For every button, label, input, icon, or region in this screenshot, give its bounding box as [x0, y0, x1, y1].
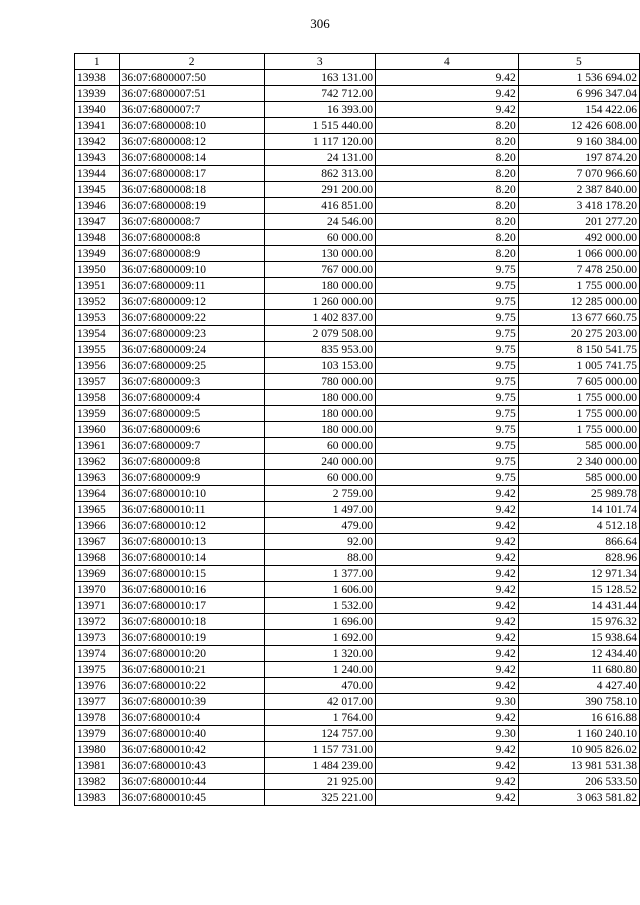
cadastral-number-cell: 36:07:6800010:44	[119, 774, 264, 790]
area-cell: 180 000.00	[264, 422, 375, 438]
value-cell: 25 989.78	[518, 486, 639, 502]
table-row	[75, 246, 640, 262]
value-cell: 13 981 531.38	[518, 758, 639, 774]
rate-cell: 9.42	[375, 710, 518, 726]
row-number-cell: 13973	[75, 630, 120, 646]
table-row	[75, 678, 640, 694]
cadastral-number-cell: 36:07:6800009:24	[119, 342, 264, 358]
value-cell: 15 976.32	[518, 614, 639, 630]
rate-cell: 9.42	[375, 630, 518, 646]
value-cell: 9 160 384.00	[518, 134, 639, 150]
row-number-cell: 13979	[75, 726, 120, 742]
table-row	[75, 166, 640, 182]
row-number-cell: 13964	[75, 486, 120, 502]
area-cell: 1 606.00	[264, 582, 375, 598]
row-number-cell: 13942	[75, 134, 120, 150]
row-number-cell: 13953	[75, 310, 120, 326]
table-row	[75, 262, 640, 278]
table-row	[75, 294, 640, 310]
row-number-cell: 13970	[75, 582, 120, 598]
cadastral-number-cell: 36:07:6800008:12	[119, 134, 264, 150]
area-cell: 1 402 837.00	[264, 310, 375, 326]
row-number-cell: 13976	[75, 678, 120, 694]
cadastral-number-cell: 36:07:6800007:7	[119, 102, 264, 118]
cadastral-number-cell: 36:07:6800009:11	[119, 278, 264, 294]
area-cell: 88.00	[264, 550, 375, 566]
table-row	[75, 118, 640, 134]
table-row	[75, 534, 640, 550]
area-cell: 1 484 239.00	[264, 758, 375, 774]
row-number-cell: 13950	[75, 262, 120, 278]
value-cell: 197 874.20	[518, 150, 639, 166]
table-row	[75, 390, 640, 406]
rate-cell: 9.42	[375, 486, 518, 502]
area-cell: 1 377.00	[264, 566, 375, 582]
rate-cell: 9.42	[375, 742, 518, 758]
area-cell: 92.00	[264, 534, 375, 550]
area-cell: 1 320.00	[264, 646, 375, 662]
cadastral-number-cell: 36:07:6800009:22	[119, 310, 264, 326]
cadastral-number-cell: 36:07:6800010:10	[119, 486, 264, 502]
rate-cell: 8.20	[375, 198, 518, 214]
area-cell: 130 000.00	[264, 246, 375, 262]
column-header-2: 2	[119, 54, 264, 70]
table-row	[75, 70, 640, 86]
value-cell: 11 680.80	[518, 662, 639, 678]
row-number-cell: 13962	[75, 454, 120, 470]
area-cell: 416 851.00	[264, 198, 375, 214]
cadastral-number-cell: 36:07:6800008:10	[119, 118, 264, 134]
area-cell: 1 260 000.00	[264, 294, 375, 310]
cadastral-number-cell: 36:07:6800007:50	[119, 70, 264, 86]
rate-cell: 8.20	[375, 118, 518, 134]
cadastral-number-cell: 36:07:6800010:42	[119, 742, 264, 758]
row-number-cell: 13945	[75, 182, 120, 198]
cadastral-number-cell: 36:07:6800010:16	[119, 582, 264, 598]
table-row	[75, 550, 640, 566]
row-number-cell: 13958	[75, 390, 120, 406]
cadastral-number-cell: 36:07:6800010:17	[119, 598, 264, 614]
table-row	[75, 470, 640, 486]
cadastral-number-cell: 36:07:6800010:20	[119, 646, 264, 662]
value-cell: 866.64	[518, 534, 639, 550]
rate-cell: 9.42	[375, 518, 518, 534]
value-cell: 7 478 250.00	[518, 262, 639, 278]
table-row	[75, 614, 640, 630]
cadastral-number-cell: 36:07:6800010:13	[119, 534, 264, 550]
area-cell: 1 240.00	[264, 662, 375, 678]
cadastral-number-cell: 36:07:6800009:8	[119, 454, 264, 470]
value-cell: 16 616.88	[518, 710, 639, 726]
rate-cell: 9.75	[375, 326, 518, 342]
area-cell: 835 953.00	[264, 342, 375, 358]
row-number-cell: 13966	[75, 518, 120, 534]
area-cell: 2 079 508.00	[264, 326, 375, 342]
value-cell: 7 605 000.00	[518, 374, 639, 390]
rate-cell: 8.20	[375, 150, 518, 166]
value-cell: 12 285 000.00	[518, 294, 639, 310]
table-row	[75, 342, 640, 358]
rate-cell: 9.42	[375, 582, 518, 598]
rate-cell: 9.75	[375, 470, 518, 486]
column-header-1: 1	[75, 54, 120, 70]
rate-cell: 9.42	[375, 790, 518, 806]
rate-cell: 8.20	[375, 166, 518, 182]
value-cell: 206 533.50	[518, 774, 639, 790]
area-cell: 780 000.00	[264, 374, 375, 390]
table-row	[75, 358, 640, 374]
cadastral-number-cell: 36:07:6800010:39	[119, 694, 264, 710]
value-cell: 390 758.10	[518, 694, 639, 710]
cadastral-number-cell: 36:07:6800008:14	[119, 150, 264, 166]
cadastral-number-cell: 36:07:6800009:23	[119, 326, 264, 342]
area-cell: 60 000.00	[264, 438, 375, 454]
value-cell: 3 063 581.82	[518, 790, 639, 806]
area-cell: 1 532.00	[264, 598, 375, 614]
rate-cell: 9.42	[375, 774, 518, 790]
row-number-cell: 13947	[75, 214, 120, 230]
value-cell: 6 996 347.04	[518, 86, 639, 102]
area-cell: 1 696.00	[264, 614, 375, 630]
cadastral-number-cell: 36:07:6800010:12	[119, 518, 264, 534]
table-row	[75, 630, 640, 646]
cadastral-number-cell: 36:07:6800009:9	[119, 470, 264, 486]
cadastral-number-cell: 36:07:6800009:10	[119, 262, 264, 278]
value-cell: 13 677 660.75	[518, 310, 639, 326]
area-cell: 1 515 440.00	[264, 118, 375, 134]
row-number-cell: 13959	[75, 406, 120, 422]
table-header-row	[75, 54, 640, 70]
row-number-cell: 13960	[75, 422, 120, 438]
area-cell: 325 221.00	[264, 790, 375, 806]
row-number-cell: 13977	[75, 694, 120, 710]
cadastral-number-cell: 36:07:6800009:6	[119, 422, 264, 438]
rate-cell: 9.42	[375, 646, 518, 662]
cadastral-number-cell: 36:07:6800009:25	[119, 358, 264, 374]
value-cell: 15 128.52	[518, 582, 639, 598]
value-cell: 14 101.74	[518, 502, 639, 518]
table-row	[75, 326, 640, 342]
rate-cell: 8.20	[375, 134, 518, 150]
value-cell: 1 536 694.02	[518, 70, 639, 86]
rate-cell: 9.42	[375, 550, 518, 566]
rate-cell: 9.42	[375, 678, 518, 694]
value-cell: 492 000.00	[518, 230, 639, 246]
value-cell: 585 000.00	[518, 438, 639, 454]
table-row	[75, 214, 640, 230]
rate-cell: 9.75	[375, 310, 518, 326]
table-row	[75, 230, 640, 246]
row-number-cell: 13951	[75, 278, 120, 294]
rate-cell: 9.42	[375, 566, 518, 582]
row-number-cell: 13955	[75, 342, 120, 358]
row-number-cell: 13940	[75, 102, 120, 118]
rate-cell: 9.75	[375, 278, 518, 294]
cadastral-number-cell: 36:07:6800010:21	[119, 662, 264, 678]
rate-cell: 9.75	[375, 358, 518, 374]
rate-cell: 9.42	[375, 758, 518, 774]
value-cell: 4 512.18	[518, 518, 639, 534]
rate-cell: 9.75	[375, 422, 518, 438]
column-header-4: 4	[375, 54, 518, 70]
table-row	[75, 726, 640, 742]
row-number-cell: 13961	[75, 438, 120, 454]
rate-cell: 9.75	[375, 454, 518, 470]
row-number-cell: 13957	[75, 374, 120, 390]
value-cell: 201 277.20	[518, 214, 639, 230]
value-cell: 15 938.64	[518, 630, 639, 646]
table-row	[75, 422, 640, 438]
rate-cell: 9.30	[375, 726, 518, 742]
value-cell: 1 755 000.00	[518, 406, 639, 422]
value-cell: 2 340 000.00	[518, 454, 639, 470]
area-cell: 862 313.00	[264, 166, 375, 182]
table-row	[75, 774, 640, 790]
row-number-cell: 13943	[75, 150, 120, 166]
row-number-cell: 13952	[75, 294, 120, 310]
value-cell: 828.96	[518, 550, 639, 566]
cadastral-number-cell: 36:07:6800009:12	[119, 294, 264, 310]
cadastral-number-cell: 36:07:6800008:19	[119, 198, 264, 214]
cadastral-number-cell: 36:07:6800009:5	[119, 406, 264, 422]
area-cell: 1 764.00	[264, 710, 375, 726]
area-cell: 291 200.00	[264, 182, 375, 198]
table-row	[75, 438, 640, 454]
rate-cell: 9.42	[375, 614, 518, 630]
cadastral-number-cell: 36:07:6800010:14	[119, 550, 264, 566]
table-row	[75, 694, 640, 710]
rate-cell: 9.42	[375, 502, 518, 518]
rate-cell: 9.42	[375, 598, 518, 614]
rate-cell: 8.20	[375, 182, 518, 198]
rate-cell: 9.42	[375, 534, 518, 550]
data-table	[74, 53, 640, 806]
rate-cell: 9.42	[375, 70, 518, 86]
area-cell: 180 000.00	[264, 406, 375, 422]
row-number-cell: 13969	[75, 566, 120, 582]
rate-cell: 9.42	[375, 86, 518, 102]
table-row	[75, 518, 640, 534]
row-number-cell: 13972	[75, 614, 120, 630]
cadastral-number-cell: 36:07:6800010:4	[119, 710, 264, 726]
cadastral-number-cell: 36:07:6800010:19	[119, 630, 264, 646]
rate-cell: 9.42	[375, 102, 518, 118]
table-row	[75, 102, 640, 118]
value-cell: 4 427.40	[518, 678, 639, 694]
table-row	[75, 662, 640, 678]
area-cell: 60 000.00	[264, 470, 375, 486]
row-number-cell: 13944	[75, 166, 120, 182]
row-number-cell: 13981	[75, 758, 120, 774]
area-cell: 21 925.00	[264, 774, 375, 790]
page-number: 306	[310, 16, 330, 31]
rate-cell: 8.20	[375, 246, 518, 262]
value-cell: 1 005 741.75	[518, 358, 639, 374]
table-row	[75, 486, 640, 502]
row-number-cell: 13938	[75, 70, 120, 86]
rate-cell: 9.75	[375, 374, 518, 390]
cadastral-number-cell: 36:07:6800010:45	[119, 790, 264, 806]
cadastral-number-cell: 36:07:6800010:43	[119, 758, 264, 774]
cadastral-number-cell: 36:07:6800009:3	[119, 374, 264, 390]
cadastral-number-cell: 36:07:6800007:51	[119, 86, 264, 102]
table-row	[75, 566, 640, 582]
table-row	[75, 198, 640, 214]
table-row	[75, 374, 640, 390]
rate-cell: 8.20	[375, 214, 518, 230]
table-row	[75, 758, 640, 774]
rate-cell: 9.75	[375, 294, 518, 310]
table-row	[75, 134, 640, 150]
area-cell: 1 497.00	[264, 502, 375, 518]
row-number-cell: 13949	[75, 246, 120, 262]
value-cell: 2 387 840.00	[518, 182, 639, 198]
table-row	[75, 406, 640, 422]
rate-cell: 9.75	[375, 406, 518, 422]
area-cell: 124 757.00	[264, 726, 375, 742]
cadastral-number-cell: 36:07:6800010:22	[119, 678, 264, 694]
row-number-cell: 13946	[75, 198, 120, 214]
table-row	[75, 86, 640, 102]
table-row	[75, 502, 640, 518]
area-cell: 742 712.00	[264, 86, 375, 102]
cadastral-number-cell: 36:07:6800010:11	[119, 502, 264, 518]
rate-cell: 8.20	[375, 230, 518, 246]
cadastral-number-cell: 36:07:6800009:4	[119, 390, 264, 406]
cadastral-number-cell: 36:07:6800008:18	[119, 182, 264, 198]
row-number-cell: 13967	[75, 534, 120, 550]
row-number-cell: 13974	[75, 646, 120, 662]
rate-cell: 9.30	[375, 694, 518, 710]
row-number-cell: 13954	[75, 326, 120, 342]
cadastral-number-cell: 36:07:6800010:15	[119, 566, 264, 582]
row-number-cell: 13968	[75, 550, 120, 566]
value-cell: 12 971.34	[518, 566, 639, 582]
area-cell: 1 117 120.00	[264, 134, 375, 150]
table-row	[75, 646, 640, 662]
table-row	[75, 278, 640, 294]
row-number-cell: 13939	[75, 86, 120, 102]
area-cell: 1 157 731.00	[264, 742, 375, 758]
rate-cell: 9.42	[375, 662, 518, 678]
area-cell: 479.00	[264, 518, 375, 534]
area-cell: 16 393.00	[264, 102, 375, 118]
table-row	[75, 598, 640, 614]
cadastral-number-cell: 36:07:6800008:8	[119, 230, 264, 246]
rate-cell: 9.75	[375, 390, 518, 406]
area-cell: 42 017.00	[264, 694, 375, 710]
row-number-cell: 13956	[75, 358, 120, 374]
cadastral-number-cell: 36:07:6800008:17	[119, 166, 264, 182]
cadastral-number-cell: 36:07:6800009:7	[119, 438, 264, 454]
table-body	[75, 70, 640, 806]
table-row	[75, 710, 640, 726]
value-cell: 585 000.00	[518, 470, 639, 486]
table-row	[75, 790, 640, 806]
value-cell: 1 755 000.00	[518, 390, 639, 406]
value-cell: 1 066 000.00	[518, 246, 639, 262]
value-cell: 12 426 608.00	[518, 118, 639, 134]
table-row	[75, 582, 640, 598]
row-number-cell: 13941	[75, 118, 120, 134]
cadastral-number-cell: 36:07:6800010:18	[119, 614, 264, 630]
value-cell: 12 434.40	[518, 646, 639, 662]
value-cell: 20 275 203.00	[518, 326, 639, 342]
area-cell: 24 546.00	[264, 214, 375, 230]
column-header-5: 5	[518, 54, 639, 70]
cadastral-number-cell: 36:07:6800008:9	[119, 246, 264, 262]
area-cell: 103 153.00	[264, 358, 375, 374]
value-cell: 14 431.44	[518, 598, 639, 614]
area-cell: 163 131.00	[264, 70, 375, 86]
cadastral-number-cell: 36:07:6800008:7	[119, 214, 264, 230]
value-cell: 1 160 240.10	[518, 726, 639, 742]
row-number-cell: 13965	[75, 502, 120, 518]
area-cell: 240 000.00	[264, 454, 375, 470]
table-row	[75, 310, 640, 326]
row-number-cell: 13975	[75, 662, 120, 678]
area-cell: 60 000.00	[264, 230, 375, 246]
rate-cell: 9.75	[375, 438, 518, 454]
area-cell: 470.00	[264, 678, 375, 694]
rate-cell: 9.75	[375, 342, 518, 358]
value-cell: 1 755 000.00	[518, 422, 639, 438]
area-cell: 1 692.00	[264, 630, 375, 646]
value-cell: 10 905 826.02	[518, 742, 639, 758]
table-row	[75, 742, 640, 758]
row-number-cell: 13982	[75, 774, 120, 790]
rate-cell: 9.75	[375, 262, 518, 278]
table-row	[75, 182, 640, 198]
row-number-cell: 13980	[75, 742, 120, 758]
area-cell: 2 759.00	[264, 486, 375, 502]
value-cell: 8 150 541.75	[518, 342, 639, 358]
area-cell: 180 000.00	[264, 390, 375, 406]
value-cell: 7 070 966.60	[518, 166, 639, 182]
row-number-cell: 13963	[75, 470, 120, 486]
row-number-cell: 13983	[75, 790, 120, 806]
table-row	[75, 150, 640, 166]
table-row	[75, 454, 640, 470]
value-cell: 1 755 000.00	[518, 278, 639, 294]
value-cell: 154 422.06	[518, 102, 639, 118]
row-number-cell: 13971	[75, 598, 120, 614]
area-cell: 767 000.00	[264, 262, 375, 278]
area-cell: 180 000.00	[264, 278, 375, 294]
area-cell: 24 131.00	[264, 150, 375, 166]
column-header-3: 3	[264, 54, 375, 70]
row-number-cell: 13948	[75, 230, 120, 246]
row-number-cell: 13978	[75, 710, 120, 726]
cadastral-number-cell: 36:07:6800010:40	[119, 726, 264, 742]
value-cell: 3 418 178.20	[518, 198, 639, 214]
